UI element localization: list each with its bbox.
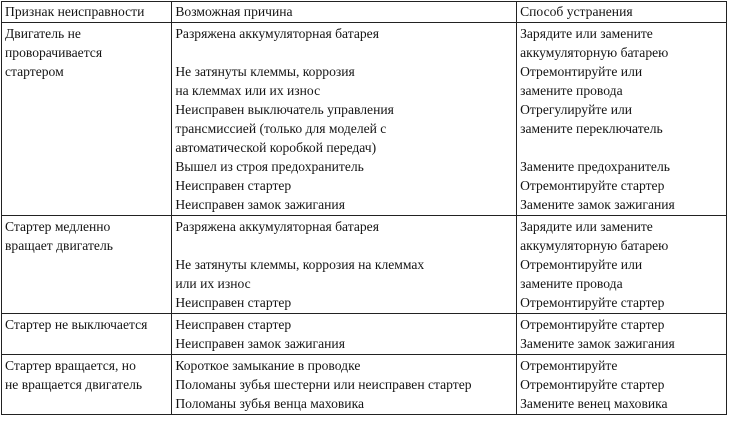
cause-line: Неисправен выключатель управления [175,102,394,117]
cause-line: автоматической коробкой передач) [175,140,377,155]
cause-cell [172,216,517,314]
symptom-cell [2,216,172,314]
cause-cell [172,314,517,355]
remedy-line: аккумуляторную батарею [520,45,669,60]
header-row [2,2,727,23]
symptom-line: Стартер не выключается [5,317,148,332]
remedy-line: замените провода [520,83,623,98]
cause-line: Неисправен замок зажигания [175,336,345,351]
remedy-line: Замените венец маховика [520,396,668,411]
table-row-starter-spins-engine-not [2,355,727,415]
cause-line: Вышел из строя предохранитель [175,159,364,174]
remedy-line: Зарядите или замените [520,219,653,234]
cause-line: Не затянуты клеммы, коррозия [175,64,355,79]
remedy-line: Отрегулируйте или [520,102,633,117]
remedy-cell [517,216,727,314]
symptom-line: стартером [5,64,64,79]
header-symptom: Признак неисправности [2,2,172,23]
remedy-line: Отремонтируйте или [520,64,643,79]
remedy-line: Замените предохранитель [520,159,670,174]
cause-cell [172,355,517,415]
remedy-line: Отремонтируйте стартер [520,317,665,332]
cause-line: Короткое замыкание в проводке [175,358,361,373]
cause-line: Неисправен замок зажигания [175,197,345,212]
remedy-line: Отремонтируйте стартер [520,295,665,310]
table-row-starter-not-disengaging [2,314,727,355]
header-remedy: Способ устранения [517,2,727,23]
symptom-cell [2,314,172,355]
symptom-line: Стартер медленно [5,219,111,234]
cause-line: Разряжена аккумуляторная батарея [175,219,379,234]
cause-line: Не затянуты клеммы, коррозия на клеммах [175,257,425,272]
symptom-line: проворачивается [5,45,103,60]
remedy-line: аккумуляторную батарею [520,238,669,253]
troubleshooting-table [1,1,727,415]
symptom-line: не вращается двигатель [5,377,143,392]
remedy-line: замените переключатель [520,121,663,136]
remedy-line: Отремонтируйте стартер [520,377,665,392]
cause-line: Неисправен стартер [175,178,292,193]
remedy-cell [517,314,727,355]
cause-line: Поломаны зубья венца маховика [175,396,365,411]
remedy-cell [517,23,727,216]
remedy-line: Отремонтируйте или [520,257,643,272]
remedy-line: Отремонтируйте стартер [520,178,665,193]
symptom-line: вращает двигатель [5,238,113,253]
cause-cell [172,23,517,216]
remedy-line: Отремонтируйте [520,358,618,373]
cause-line: Неисправен стартер [175,317,292,332]
remedy-line: замените провода [520,276,623,291]
symptom-line: Двигатель не [5,26,81,41]
table-row-starter-slow [2,216,727,314]
cause-line: трансмиссией (только для моделей с [175,121,387,136]
table-row-engine-not-cranking [2,23,727,216]
remedy-line: Замените замок зажигания [520,197,675,212]
cause-line: или их износ [175,276,251,291]
symptom-cell [2,23,172,216]
cause-line: Поломаны зубья шестерни или неисправен стартер [175,377,472,392]
cause-line: Неисправен стартер [175,295,292,310]
symptom-line: Стартер вращается, но [5,358,136,373]
cause-line: на клеммах или их износ [175,83,321,98]
cause-line: Разряжена аккумуляторная батарея [175,26,379,41]
remedy-line: Замените замок зажигания [520,336,675,351]
remedy-cell [517,355,727,415]
symptom-cell [2,355,172,415]
header-cause: Возможная причина [172,2,517,23]
remedy-line: Зарядите или замените [520,26,653,41]
